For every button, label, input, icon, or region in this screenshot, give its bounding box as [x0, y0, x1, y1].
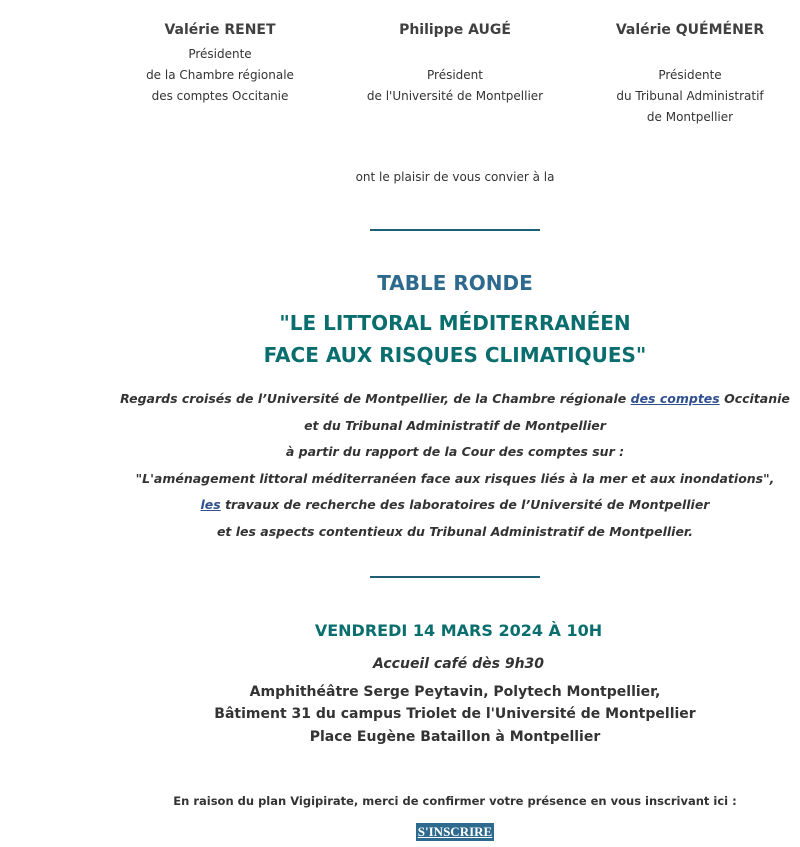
- host-role: [345, 65, 565, 107]
- host-role-line: des comptes Occitanie: [151, 89, 289, 103]
- event-date: VENDREDI 14 MARS 2024 À 10H: [314, 621, 603, 640]
- description-text: Occitanie: [719, 391, 790, 406]
- invitation-intro: ont le plaisir de vous convier à la: [355, 170, 555, 184]
- host-role-line: Présidente: [658, 68, 722, 82]
- host-role: [110, 44, 330, 107]
- description-text: travaux de recherche des laboratoires de l’Université de Montpellier: [220, 497, 710, 513]
- description-link-les[interactable]: les: [200, 497, 221, 513]
- host-renet: [110, 22, 330, 107]
- description-line: et du Tribunal Administratif de Montpellier: [304, 417, 606, 433]
- description-line: "L'aménagement littoral méditerranéen face aux risques liés à la mer et aux inondations",: [135, 470, 775, 486]
- register-container: [0, 821, 800, 841]
- divider: [370, 576, 540, 578]
- host-quemener: [580, 22, 800, 128]
- host-role-line: Présidente: [188, 47, 252, 61]
- description-line: [0, 386, 800, 413]
- event-type: TABLE RONDE: [377, 271, 533, 295]
- host-role-line: de l'Université de Montpellier: [366, 89, 544, 103]
- host-auge: [345, 22, 565, 107]
- host-role-line: du Tribunal Administratif: [616, 89, 764, 103]
- description-line: [0, 492, 800, 519]
- venue-line: Bâtiment 31 du campus Triolet de l'Université de Montpellier: [214, 705, 696, 722]
- divider: [370, 229, 540, 231]
- host-role-line: de Montpellier: [646, 110, 734, 124]
- event-description: [0, 386, 800, 546]
- event-title-line-1: "LE LITTORAL MÉDITERRANÉEN: [279, 311, 631, 335]
- registration-notice: En raison du plan Vigipirate, merci de confirmer votre présence en vous inscrivant ici :: [173, 794, 737, 808]
- register-button[interactable]: S'INSCRIRE: [417, 824, 493, 839]
- host-name: Valérie RENET: [164, 22, 276, 38]
- host-role-line: Président: [427, 68, 483, 82]
- host-role: [580, 65, 800, 128]
- venue-line: Amphithéâtre Serge Peytavin, Polytech Montpellier,: [249, 684, 661, 700]
- host-name: Valérie QUÉMÉNER: [615, 22, 765, 38]
- venue-address: [0, 682, 800, 749]
- description-line: à partir du rapport de la Cour des comptes sur :: [285, 444, 625, 460]
- host-name: Philippe AUGÉ: [399, 22, 511, 38]
- welcome-coffee: Accueil café dès 9h30: [372, 656, 545, 672]
- event-title-line-2: FACE AUX RISQUES CLIMATIQUES": [263, 343, 647, 367]
- description-text: Regards croisés de l’Université de Montpellier, de la Chambre régionale: [120, 391, 631, 406]
- venue-line: Place Eugène Bataillon à Montpellier: [309, 729, 601, 745]
- host-role-line: de la Chambre régionale: [146, 68, 294, 82]
- description-link-comptes[interactable]: des comptes: [630, 391, 720, 406]
- description-line: et les aspects contentieux du Tribunal Administratif de Montpellier.: [216, 523, 694, 539]
